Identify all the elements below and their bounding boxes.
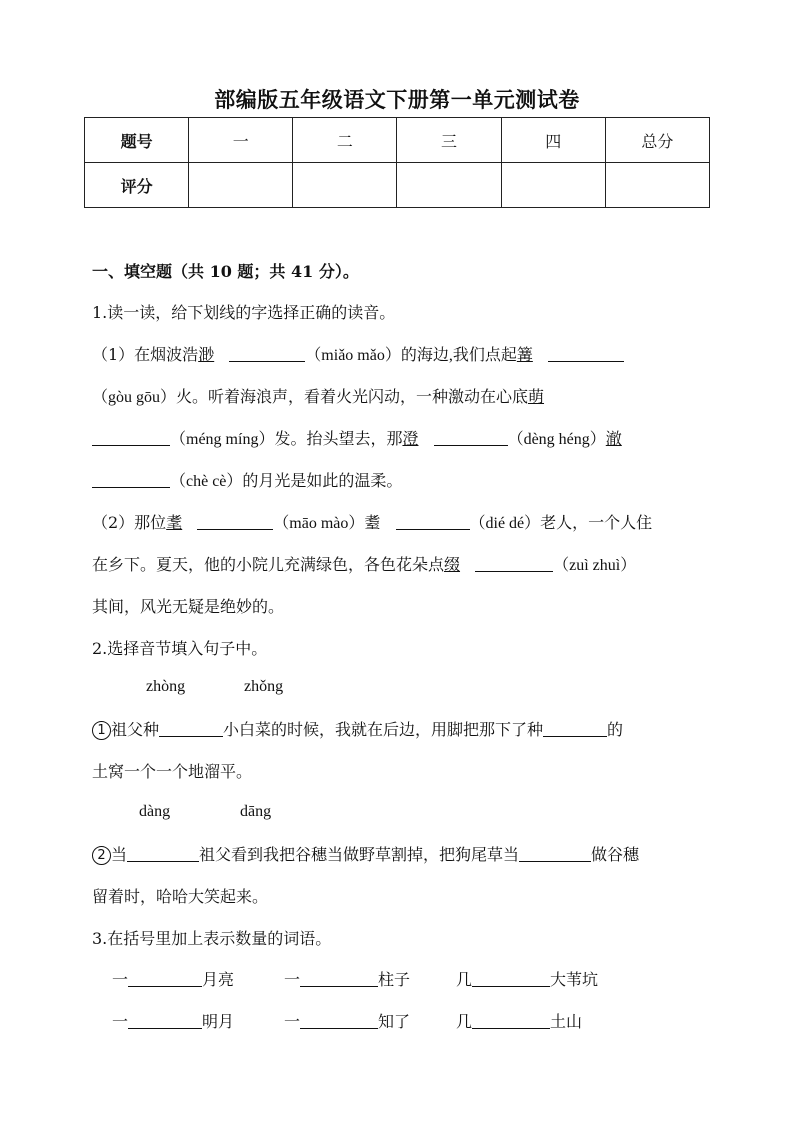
answer-blank[interactable] [92, 429, 170, 446]
answer-blank[interactable] [197, 513, 273, 530]
circled-number: 1 [92, 721, 111, 740]
q3-item [112, 970, 284, 990]
underlined-char: 篝 [516, 345, 533, 364]
q3-item [456, 970, 598, 989]
score-table [84, 117, 710, 208]
answer-blank[interactable] [434, 429, 508, 446]
text: （méng míng）发。抬头望去，那 [170, 431, 403, 448]
text: 一 [284, 1012, 301, 1031]
q2-sentence2-line1 [92, 845, 639, 865]
q3-row-1 [112, 970, 598, 990]
text: 祖父看到我把谷穗当做野草割掉，把狗尾草当 [199, 845, 520, 864]
text: 月亮 [202, 970, 235, 989]
score-cell-label: 题号 [85, 118, 189, 163]
answer-blank[interactable] [127, 845, 199, 862]
page-title: 部编版五年级语文下册第一单元测试卷 [214, 87, 580, 112]
score-cell-q1: 一 [189, 118, 293, 163]
question-2-prompt: 2.选择音节填入句子中。 [92, 639, 268, 658]
text: （2）那位 [92, 513, 167, 532]
q1-part1-line2 [92, 387, 544, 408]
answer-blank[interactable] [475, 555, 553, 572]
text: （chè cè）的月光是如此的温柔。 [170, 473, 403, 490]
answer-blank[interactable] [300, 1012, 378, 1029]
text: 明月 [202, 1012, 235, 1031]
text: （1）在烟波浩 [92, 345, 199, 364]
text: （gòu gōu）火。听着海浪声，看着火光闪动，一种激动在心底 [92, 389, 529, 406]
text: 在乡下。夏天，他的小院儿充满绿色，各色花朵点 [92, 555, 445, 574]
text: 柱子 [378, 970, 411, 989]
text: 一 [112, 1012, 129, 1031]
q2-sentence1-line1 [92, 720, 623, 740]
pinyin-option: dāng [240, 803, 272, 820]
score-input-cell[interactable] [293, 163, 397, 208]
pinyin-option: dàng [139, 803, 171, 820]
answer-blank[interactable] [519, 845, 591, 862]
q3-row-2 [112, 1012, 582, 1032]
text: （dèng héng） [507, 431, 606, 448]
text: 知了 [378, 1012, 411, 1031]
text: 几 [456, 970, 473, 989]
pinyin-option: zhòng [146, 678, 186, 695]
answer-blank[interactable] [472, 1012, 550, 1029]
answer-blank[interactable] [229, 345, 305, 362]
section-heading: 一、填空题（共 10 题；共 41 分）。 [92, 262, 359, 281]
text: 一 [284, 970, 301, 989]
score-cell-total: 总分 [605, 118, 709, 163]
text: 小白菜的时候，我就在后边，用脚把那下了种 [223, 720, 544, 739]
text: （māo mào）耋 [273, 515, 381, 532]
text: 祖父种 [111, 720, 160, 739]
circled-number: 2 [92, 846, 111, 865]
score-input-cell[interactable] [397, 163, 501, 208]
text: 几 [456, 1012, 473, 1031]
q3-item [284, 1012, 456, 1032]
score-cell-q3: 三 [397, 118, 501, 163]
score-cell-q4: 四 [501, 118, 605, 163]
text: （zuì zhuì） [553, 557, 637, 574]
question-3-prompt: 3.在括号里加上表示数量的词语。 [92, 929, 332, 948]
text: 土山 [550, 1012, 583, 1031]
underlined-char: 澄 [402, 429, 419, 448]
underlined-char: 澈 [605, 429, 622, 448]
answer-blank[interactable] [92, 471, 170, 488]
text: （dié dé）老人，一个人住 [469, 515, 653, 532]
text: 的 [607, 720, 624, 739]
q1-part2-line1 [92, 513, 652, 534]
pinyin-option: zhǒng [244, 678, 284, 695]
score-input-cell[interactable] [605, 163, 709, 208]
text: （miǎo mǎo）的海边,我们点起 [305, 347, 517, 364]
score-table-header-row [85, 118, 710, 163]
answer-blank[interactable] [128, 970, 202, 987]
underlined-char: 耄 [166, 513, 183, 532]
score-input-cell[interactable] [501, 163, 605, 208]
question-1-prompt: 1.读一读，给下划线的字选择正确的读音。 [92, 303, 396, 322]
q1-part2-line3: 其间，风光无疑是绝妙的。 [92, 597, 285, 616]
answer-blank[interactable] [396, 513, 470, 530]
q3-item [456, 1012, 582, 1031]
underlined-char: 缀 [444, 555, 461, 574]
q1-part1-line4 [92, 471, 402, 492]
score-table-score-row [85, 163, 710, 208]
text: 大苇坑 [550, 970, 599, 989]
text: 当 [111, 845, 128, 864]
text: 做谷穗 [591, 845, 640, 864]
answer-blank[interactable] [300, 970, 378, 987]
answer-blank[interactable] [159, 720, 223, 737]
q2-sentence2-line2: 留着时，哈哈大笑起来。 [92, 887, 269, 906]
answer-blank[interactable] [543, 720, 607, 737]
underlined-char: 渺 [198, 345, 215, 364]
score-input-cell[interactable] [189, 163, 293, 208]
answer-blank[interactable] [472, 970, 550, 987]
q2-sentence1-line2: 土窝一个一个地溜平。 [92, 762, 253, 781]
q1-part1-line3 [92, 429, 622, 450]
score-cell-q2: 二 [293, 118, 397, 163]
q1-part2-line2 [92, 555, 636, 576]
q1-part1-line1 [92, 345, 624, 366]
underlined-char: 萌 [528, 387, 545, 406]
score-row-label: 评分 [85, 163, 189, 208]
text: 一 [112, 970, 129, 989]
answer-blank[interactable] [548, 345, 624, 362]
q3-item [112, 1012, 284, 1032]
q3-item [284, 970, 456, 990]
answer-blank[interactable] [128, 1012, 202, 1029]
